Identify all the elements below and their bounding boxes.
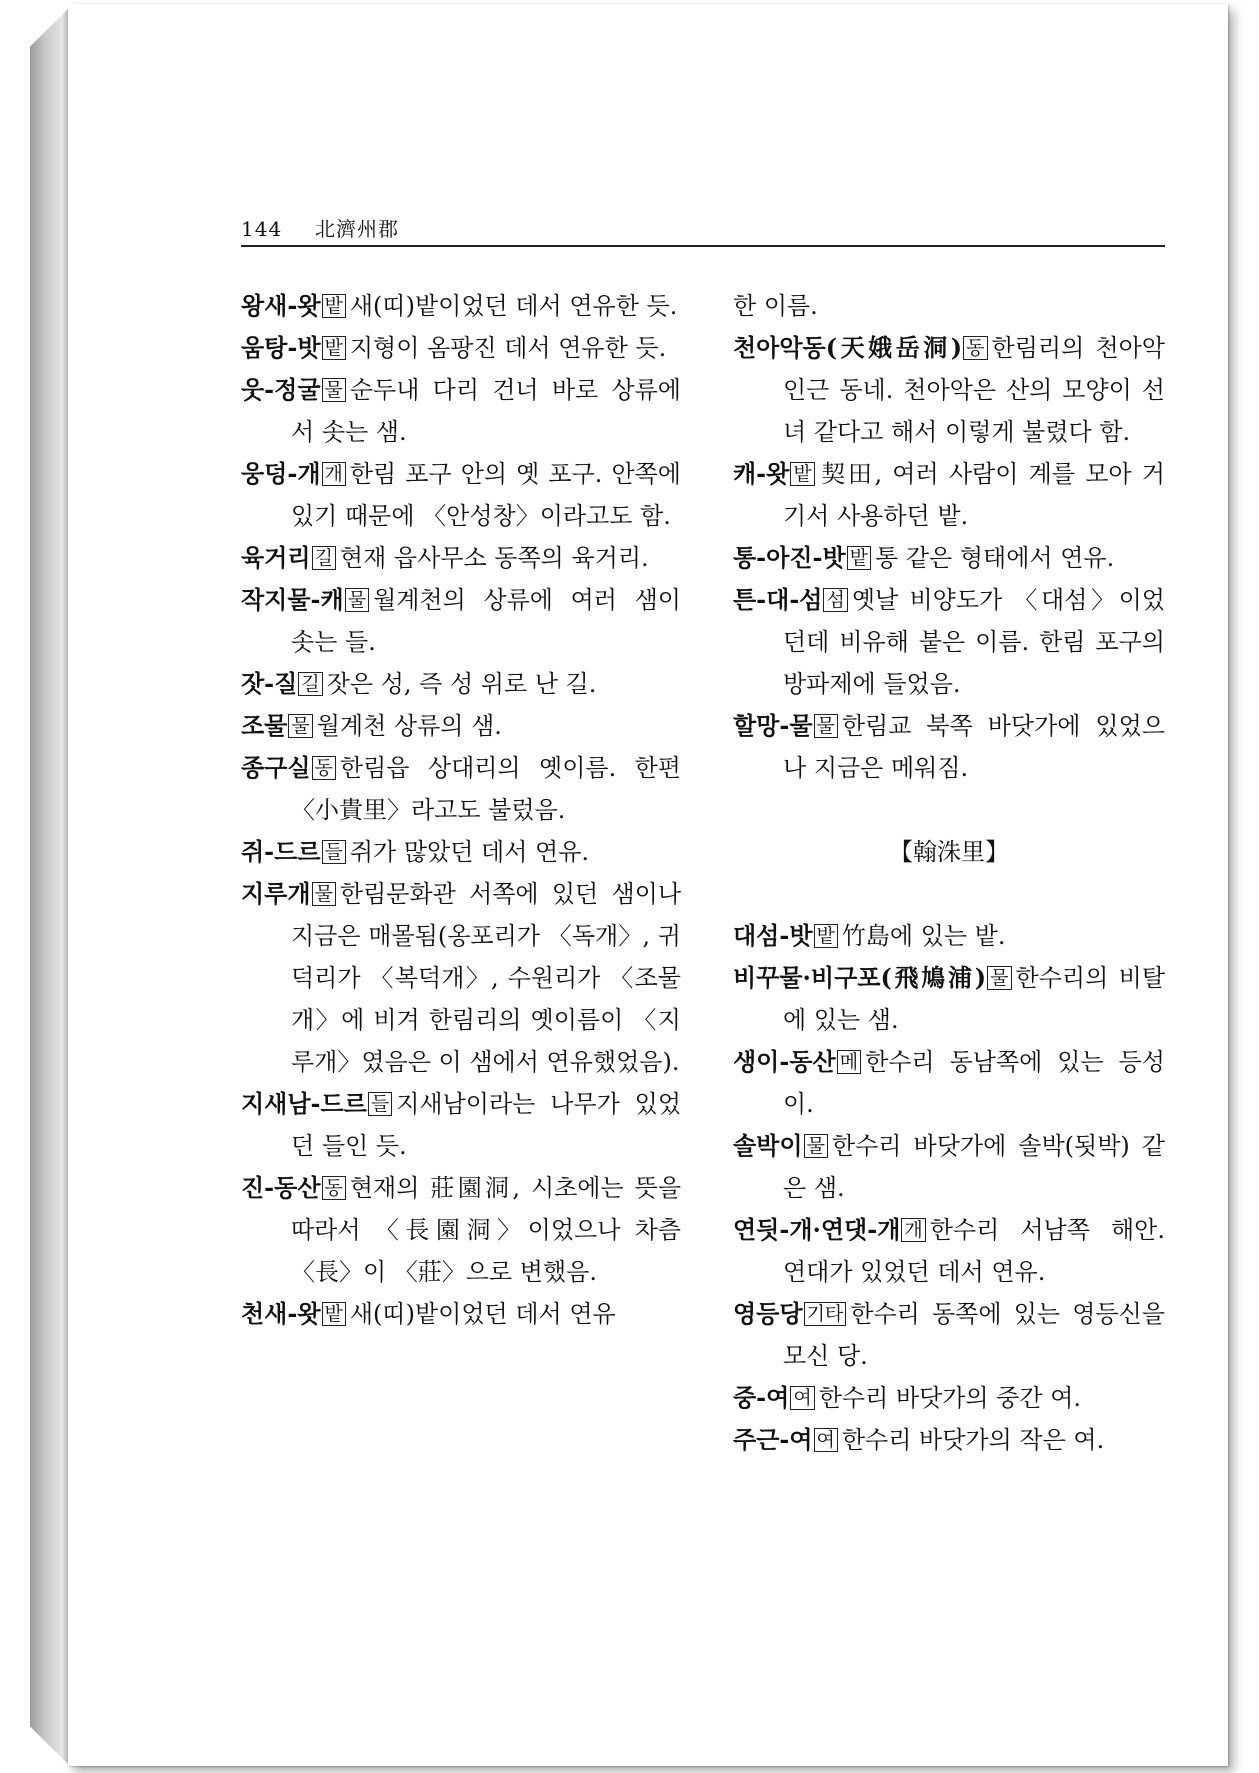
dictionary-entry xyxy=(241,1083,681,1167)
dictionary-entry xyxy=(733,1293,1165,1377)
entry-headword: 대섬-밧 xyxy=(733,921,813,950)
entry-definition: 통 같은 형태에서 연유. xyxy=(875,544,1115,572)
entry-headword: 할망-물 xyxy=(733,711,813,740)
entry-definition: 竹島에 있는 밭. xyxy=(841,922,1006,950)
entry-definition: 한림 포구 안의 옛 포구. 안쪽에 있기 때문에 〈안성창〉이라고도 함. xyxy=(291,460,681,530)
entry-headword: 중-여 xyxy=(733,1383,790,1412)
dictionary-entry xyxy=(241,663,681,705)
entry-headword: 튼-대-섬 xyxy=(733,585,823,614)
entry-category-tag: 밭 xyxy=(847,546,871,570)
running-title: 北濟州郡 xyxy=(315,217,399,241)
entry-definition: 한림읍 상대리의 옛이름. 한편 〈小貴里〉라고도 불렀음. xyxy=(291,754,681,824)
entry-category-tag: 메 xyxy=(837,1050,861,1074)
entry-category-tag: 물 xyxy=(814,714,838,738)
entry-headword: 솔박이 xyxy=(733,1131,803,1160)
entry-definition: 한수리 서남쪽 해안. 연대가 있었던 데서 연유. xyxy=(783,1216,1165,1286)
entry-headword: 생이-동산 xyxy=(733,1047,836,1076)
entry-definition: 한수리 바닷가에 솔박(됫박) 같은 샘. xyxy=(783,1132,1165,1202)
entry-definition: 잣은 성, 즉 성 위로 난 길. xyxy=(326,670,597,698)
entry-category-tag: 물 xyxy=(345,588,369,612)
dictionary-entry xyxy=(241,537,681,579)
entry-definition: 지새남이라는 나무가 있었던 들인 듯. xyxy=(291,1090,681,1160)
entry-headword: 캐-왓 xyxy=(733,459,790,488)
entry-headword: 왕새-왓 xyxy=(241,291,321,320)
entry-definition: 한림문화관 서쪽에 있던 샘이나 지금은 매몰됨(옹포리가 〈독개〉, 귀덕리가 〈복덕개〉, 수원리가 〈조물개〉에 비겨 한림리의 옛이름이 〈지루개〉였음은 이 샘에서 연유했었음). xyxy=(291,880,681,1076)
entry-definition: 지형이 옴팡진 데서 연유한 듯. xyxy=(349,334,667,362)
entry-definition: 월계천 상류의 샘. xyxy=(316,712,502,740)
entry-headword: 통-아진-밧 xyxy=(733,543,846,572)
dictionary-entry xyxy=(733,957,1165,1041)
entry-headword: 잣-질 xyxy=(241,669,298,698)
entry-category-tag: 여 xyxy=(814,1428,838,1452)
entry-definition: 한수리의 비탈에 있는 샘. xyxy=(783,964,1166,1034)
entry-headword: 움탕-밧 xyxy=(241,333,321,362)
entry-headword: 지루개 xyxy=(241,879,311,908)
entry-category-tag: 동 xyxy=(312,756,336,780)
entry-headword: 지새남-드르 xyxy=(241,1089,367,1118)
dictionary-entry xyxy=(733,579,1165,705)
entry-definition: 한수리 동남쪽에 있는 등성이. xyxy=(783,1048,1165,1118)
entry-category-tag: 개 xyxy=(901,1218,925,1242)
entry-headword: 영등당 xyxy=(733,1299,803,1328)
dictionary-entry xyxy=(241,705,681,747)
entry-definition: 한 이름. xyxy=(733,292,818,320)
entry-headword: 쥐-드르 xyxy=(241,837,321,866)
entry-headword: 천아악동(天娥岳洞) xyxy=(733,333,963,362)
entry-category-tag: 물 xyxy=(312,882,336,906)
entry-category-tag: 물 xyxy=(804,1134,828,1158)
entry-category-tag: 개 xyxy=(322,462,346,486)
dictionary-entry xyxy=(733,705,1165,789)
entry-definition: 한림리의 천아악 인근 동네. 천아악은 산의 모양이 선녀 같다고 해서 이렇게 불렸다 함. xyxy=(783,334,1165,446)
dictionary-entry xyxy=(241,1293,681,1335)
dictionary-entry xyxy=(241,453,681,537)
entry-headword: 웃-정굴 xyxy=(241,375,321,404)
dictionary-entry xyxy=(241,1167,681,1293)
entry-category-tag: 들 xyxy=(322,840,346,864)
entry-definition: 새(띠)밭이었던 데서 연유 xyxy=(349,1300,616,1328)
dictionary-entry xyxy=(733,915,1165,957)
entry-definition: 한수리 바닷가의 중간 여. xyxy=(818,1384,1082,1412)
page-number: 144 xyxy=(241,217,283,241)
entry-category-tag: 밭 xyxy=(322,294,346,318)
entry-category-tag: 섬 xyxy=(823,588,847,612)
dictionary-entry xyxy=(733,537,1165,579)
dictionary-entry xyxy=(733,1377,1165,1419)
section-title: 【翰洙里】 xyxy=(889,838,1009,866)
entry-definition: 월계천의 상류에 여러 샘이 솟는 들. xyxy=(291,586,681,656)
entry-category-tag: 물 xyxy=(288,714,312,738)
entry-category-tag: 길 xyxy=(312,546,336,570)
entry-definition: 순두내 다리 건너 바로 상류에서 솟는 샘. xyxy=(291,376,681,446)
entry-category-tag: 물 xyxy=(987,966,1011,990)
entry-headword: 천새-왓 xyxy=(241,1299,321,1328)
running-header xyxy=(241,213,1165,247)
entry-category-tag: 기타 xyxy=(804,1302,847,1326)
entry-headword: 웅덩-개 xyxy=(241,459,321,488)
dictionary-entry xyxy=(733,453,1165,537)
entry-category-tag: 밭 xyxy=(814,924,838,948)
dictionary-entry xyxy=(733,1041,1165,1125)
entry-headword: 작지물-캐 xyxy=(241,585,344,614)
entry-definition: 쥐가 많았던 데서 연유. xyxy=(349,838,590,866)
entry-headword: 육거리 xyxy=(241,543,311,572)
entry-definition: 새(띠)밭이었던 데서 연유한 듯. xyxy=(349,292,678,320)
entry-headword: 비꾸물·비구포(飛鳩浦) xyxy=(733,963,987,992)
entry-headword: 연딋-개·연댓-개 xyxy=(733,1215,901,1244)
dictionary-entry xyxy=(733,1419,1165,1461)
entry-category-tag: 물 xyxy=(322,378,346,402)
entry-definition: 한수리 동쪽에 있는 영등신을 모신 당. xyxy=(783,1300,1165,1370)
entry-category-tag: 여 xyxy=(790,1386,814,1410)
entry-definition: 한수리 바닷가의 작은 여. xyxy=(841,1426,1105,1454)
entry-headword: 진-동산 xyxy=(241,1173,321,1202)
right-column xyxy=(733,285,1165,1461)
entry-category-tag: 밭 xyxy=(322,1302,346,1326)
entry-category-tag: 들 xyxy=(368,1092,392,1116)
dictionary-entry xyxy=(241,873,681,1083)
dictionary-entry xyxy=(241,831,681,873)
dictionary-entry xyxy=(733,285,1165,327)
entry-category-tag: 밭 xyxy=(790,462,814,486)
entry-definition: 현재의 莊園洞, 시초에는 뜻을 따라서 〈長園洞〉이었으나 차츰 〈長〉이 〈莊〉으로 변했음. xyxy=(291,1174,681,1286)
right-column-top-entries xyxy=(733,285,1165,789)
entry-category-tag: 밭 xyxy=(322,336,346,360)
dictionary-entry xyxy=(241,747,681,831)
book-spine-edge xyxy=(30,8,69,1765)
entry-category-tag: 동 xyxy=(322,1176,346,1200)
dictionary-entry xyxy=(241,285,681,327)
entry-definition: 한림교 북쪽 바닷가에 있었으나 지금은 메워짐. xyxy=(783,712,1165,782)
entry-category-tag: 길 xyxy=(298,672,322,696)
entry-category-tag: 동 xyxy=(963,336,987,360)
entry-headword: 주근-여 xyxy=(733,1425,813,1454)
right-column-bottom-entries xyxy=(733,915,1165,1461)
entry-definition: 契田, 여러 사람이 계를 모아 거기서 사용하던 밭. xyxy=(783,460,1165,530)
left-column xyxy=(241,285,681,1335)
dictionary-entry xyxy=(241,579,681,663)
dictionary-entry xyxy=(733,327,1165,453)
dictionary-entry xyxy=(241,369,681,453)
entry-definition: 현재 읍사무소 동쪽의 육거리. xyxy=(339,544,649,572)
entry-headword: 종구실 xyxy=(241,753,311,782)
dictionary-entry xyxy=(733,1125,1165,1209)
dictionary-entry xyxy=(733,1209,1165,1293)
entry-definition: 옛날 비양도가 〈대섬〉이었던데 비유해 붙은 이름. 한림 포구의 방파제에 들었음. xyxy=(783,586,1165,698)
dictionary-entry xyxy=(241,327,681,369)
entry-headword: 조물 xyxy=(241,711,288,740)
